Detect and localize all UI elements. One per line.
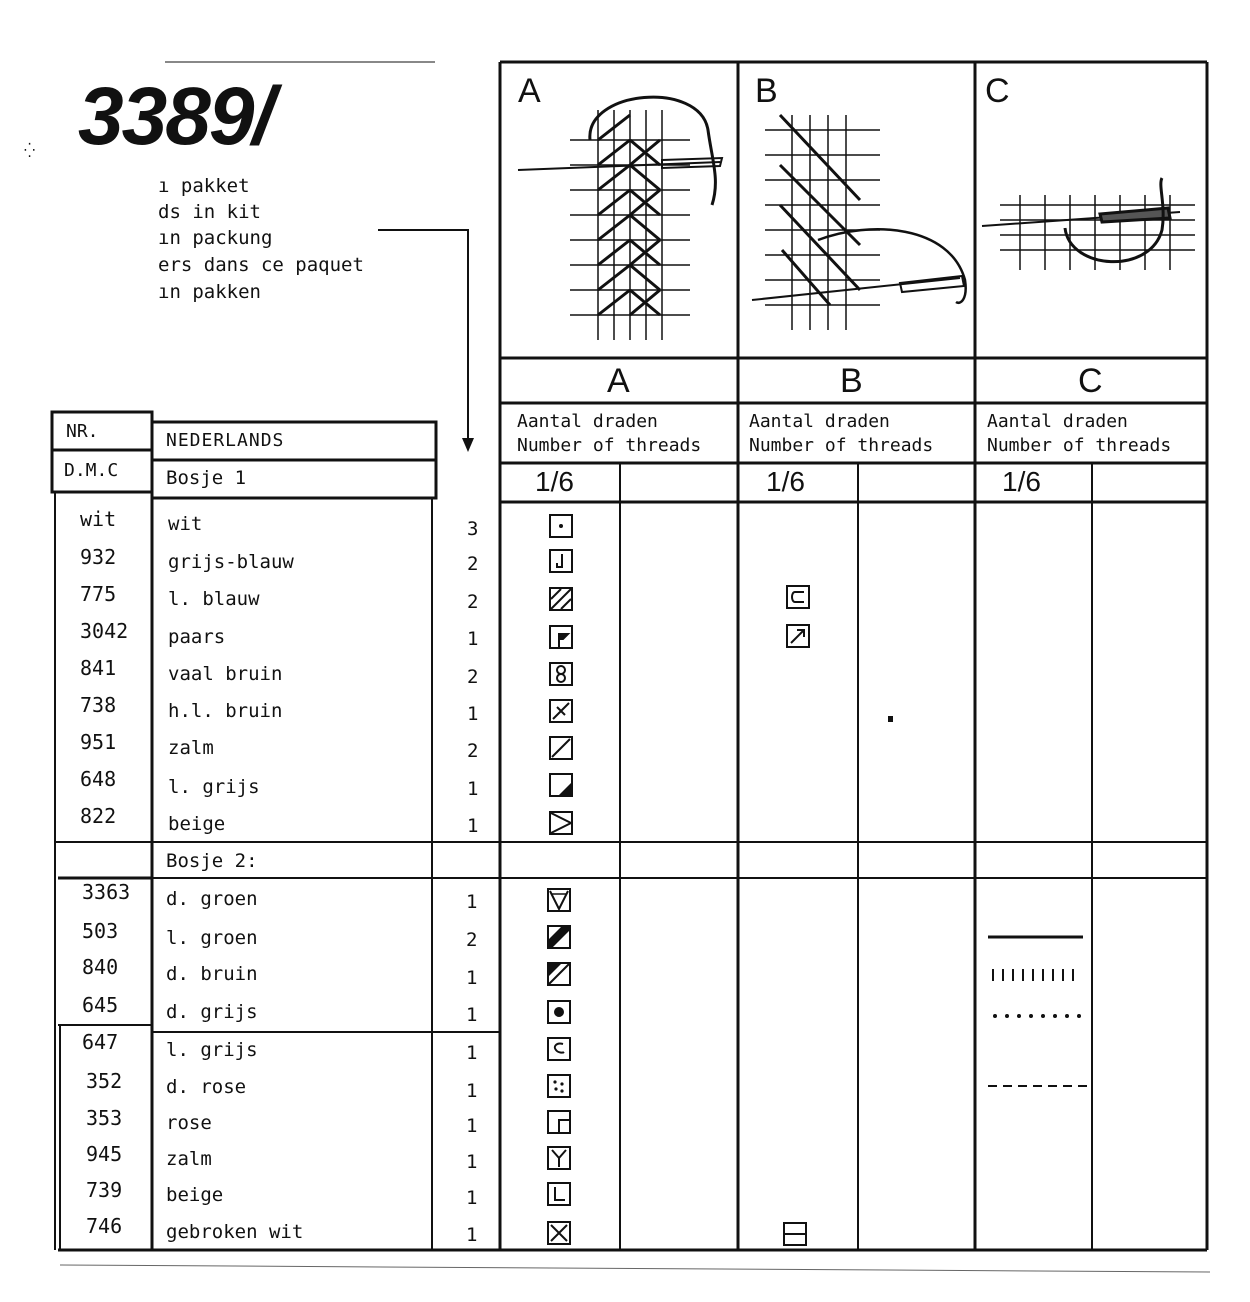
skein-count: 1 <box>467 815 479 837</box>
color-name: zalm <box>168 737 214 759</box>
color-name: d. groen <box>166 888 258 910</box>
skein-count: 2 <box>467 591 479 613</box>
y-box-icon <box>547 1146 571 1170</box>
color-name: beige <box>168 813 226 835</box>
slash-box-icon <box>549 736 573 760</box>
stitch-diagram-c <box>982 178 1195 270</box>
stitch-diagram-b <box>752 115 966 330</box>
color-name: d. bruin <box>166 963 258 985</box>
threads-nl-a: Aantal draden <box>517 411 658 432</box>
header-dmc: D.M.C <box>64 460 119 481</box>
color-name: rose <box>166 1112 212 1134</box>
skein-count: 3 <box>467 518 479 540</box>
fraction-c: 1/6 <box>1002 466 1041 497</box>
header-language: NEDERLANDS <box>166 430 285 451</box>
quarter-filled-box-icon <box>547 962 571 986</box>
c-box-b-icon <box>786 585 810 609</box>
x-box-icon <box>547 1221 571 1245</box>
scribble-mark: ⁛ <box>24 143 36 159</box>
threads-nl-b: Aantal draden <box>749 411 890 432</box>
kit-line-2: ds in kit <box>158 201 261 223</box>
speck-mark <box>888 716 893 722</box>
dmc-number: 739 <box>86 1178 123 1202</box>
column-label-b: B <box>840 362 863 400</box>
dmc-number: 353 <box>86 1106 123 1130</box>
skein-count: 1 <box>467 628 479 650</box>
skein-count: 1 <box>466 967 478 989</box>
skein-count: 1 <box>466 1224 478 1246</box>
cross-dot-box-icon <box>549 699 573 723</box>
color-name: d. grijs <box>166 1001 258 1023</box>
fraction-a: 1/6 <box>535 466 574 497</box>
skein-count: 1 <box>466 1187 478 1209</box>
dmc-number: 932 <box>80 545 117 569</box>
kit-number: 3389/ <box>78 71 274 162</box>
threads-en-b: Number of threads <box>749 435 934 456</box>
kit-line-3: ın packung <box>158 227 273 249</box>
color-name: paars <box>168 626 226 648</box>
dmc-number: 840 <box>82 955 119 979</box>
dmc-number: 822 <box>80 804 117 828</box>
skein-count: 1 <box>466 1080 478 1102</box>
corner-box-icon <box>547 1110 571 1134</box>
header-nr: NR. <box>66 421 99 442</box>
diagonal-box-icon <box>549 587 573 611</box>
skein-count: 1 <box>466 1115 478 1137</box>
color-name: vaal bruin <box>168 663 283 685</box>
skein-count: 1 <box>467 703 479 725</box>
l-box-icon <box>547 1182 571 1206</box>
dmc-number: wit <box>80 507 117 531</box>
hook-box-icon <box>549 549 573 573</box>
column-label-c: C <box>1078 362 1103 400</box>
dmc-number: 951 <box>80 730 117 754</box>
filled-dot-box-icon <box>547 1000 571 1024</box>
diagram-letter-c: C <box>985 72 1010 110</box>
dmc-number: 3042 <box>80 619 129 643</box>
diagram-letter-a: A <box>518 72 541 110</box>
skein-count: 1 <box>466 1151 478 1173</box>
kit-line-5: ın pakken <box>158 281 261 303</box>
color-name: wit <box>168 513 203 535</box>
triangle-box-icon <box>549 811 573 835</box>
dmc-number: 775 <box>80 582 117 606</box>
half-filled-box-icon <box>547 925 571 949</box>
threads-en-c: Number of threads <box>987 435 1172 456</box>
color-name: gebroken wit <box>166 1221 304 1243</box>
threads-nl-c: Aantal draden <box>987 411 1128 432</box>
skein-count: 2 <box>467 666 479 688</box>
color-name: l. groen <box>166 927 258 949</box>
header-bosje-2: Bosje 2: <box>166 850 258 872</box>
dmc-number: 746 <box>86 1214 123 1238</box>
dmc-number: 841 <box>80 656 117 680</box>
kit-line-4: ers dans ce paquet <box>158 254 364 276</box>
column-label-a: A <box>607 362 630 400</box>
skein-count: 2 <box>466 929 478 951</box>
color-name: h.l. bruin <box>168 700 283 722</box>
eight-box-icon <box>549 662 573 686</box>
corner-fill-box-icon <box>549 773 573 797</box>
dmc-number: 352 <box>86 1069 123 1093</box>
tick-line-icon <box>993 969 1073 981</box>
dots-box-icon <box>547 1074 571 1098</box>
dotted-line-icon <box>993 1014 1081 1018</box>
backstitch-line-samples <box>985 925 1095 1095</box>
fraction-b: 1/6 <box>766 466 805 497</box>
dmc-number: 945 <box>86 1142 123 1166</box>
arrow-box-b-icon <box>786 624 810 648</box>
dmc-number: 647 <box>82 1030 119 1054</box>
kit-line-1: ı pakket <box>158 175 250 197</box>
dot-box-icon <box>549 514 573 538</box>
minus-box-b-icon <box>783 1222 807 1246</box>
v-box-icon <box>547 888 571 912</box>
skein-count: 1 <box>466 1004 478 1026</box>
color-name: grijs-blauw <box>168 551 294 573</box>
flag-box-icon <box>549 625 573 649</box>
header-bosje-1: Bosje 1 <box>166 467 247 489</box>
skein-count: 1 <box>467 778 479 800</box>
color-name: zalm <box>166 1148 212 1170</box>
threads-en-a: Number of threads <box>517 435 702 456</box>
skein-count: 1 <box>466 1042 478 1064</box>
dmc-number: 3363 <box>82 880 131 904</box>
skein-count: 2 <box>467 553 479 575</box>
dmc-number: 503 <box>82 919 119 943</box>
color-name: l. grijs <box>166 1039 258 1061</box>
dmc-number: 738 <box>80 693 117 717</box>
stitch-diagram-a <box>518 97 722 340</box>
skein-count: 2 <box>467 740 479 762</box>
color-name: d. rose <box>166 1076 247 1098</box>
diagram-letter-b: B <box>755 72 778 110</box>
skein-count: 1 <box>466 891 478 913</box>
color-name: l. grijs <box>168 776 260 798</box>
color-name: l. blauw <box>168 588 260 610</box>
c-box-icon <box>547 1037 571 1061</box>
dmc-number: 645 <box>82 993 119 1017</box>
dmc-number: 648 <box>80 767 117 791</box>
color-name: beige <box>166 1184 224 1206</box>
